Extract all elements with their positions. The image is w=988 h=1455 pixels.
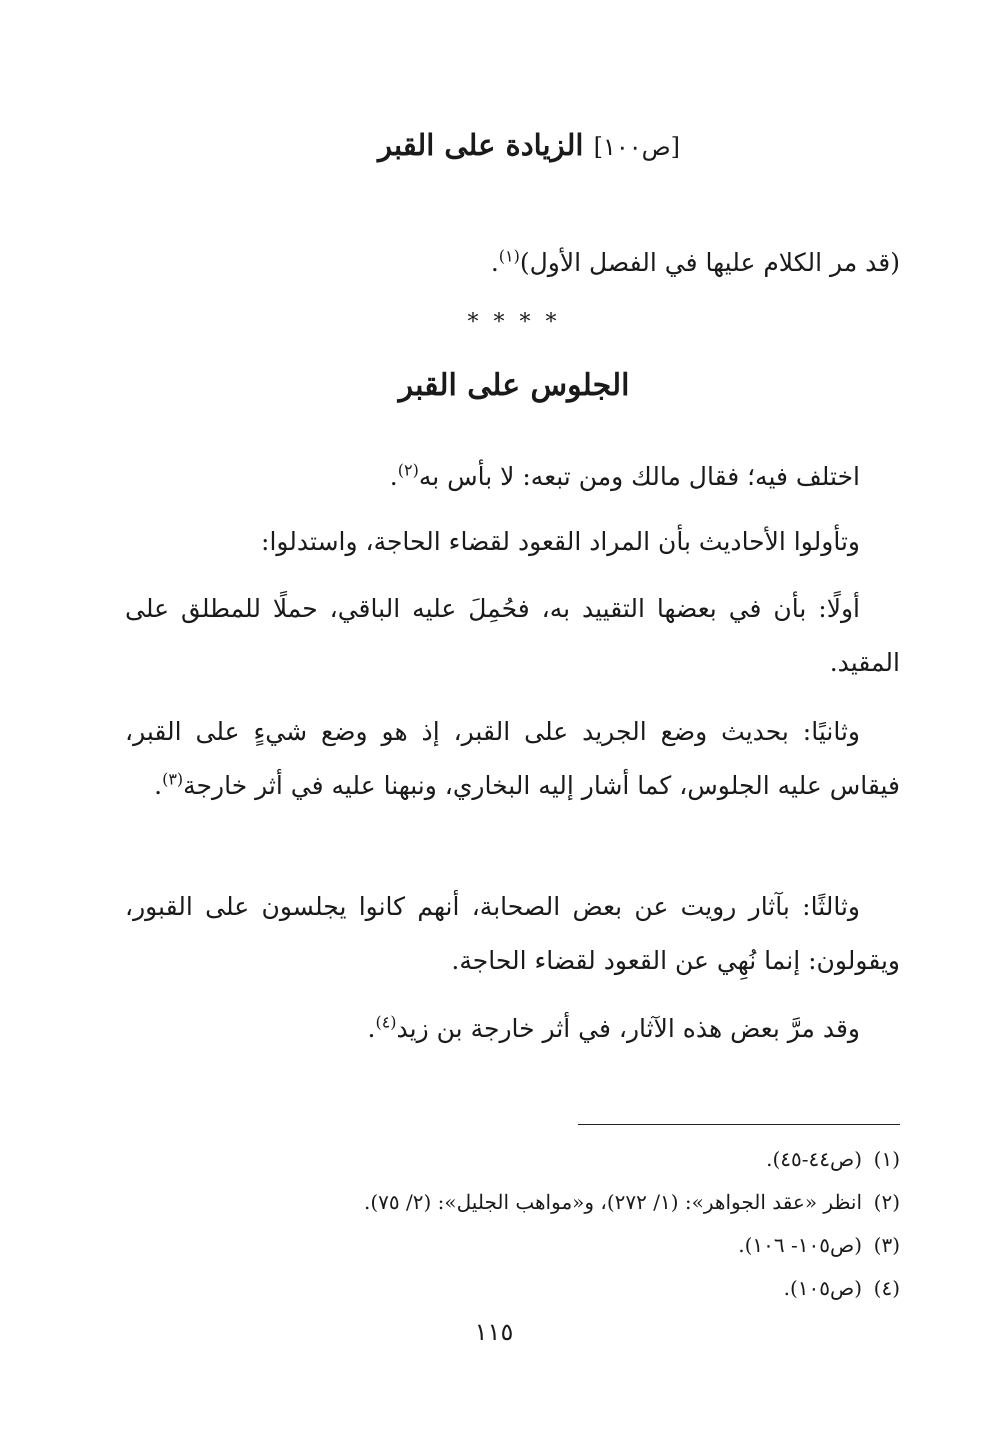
footnote-marker: (٢) <box>397 460 419 480</box>
paragraph-text: وثانيًا: بحديث وضع الجريد على القبر، إذ هو وضع شيءٍ على القبر، فيقاس عليه الجلوس، كما أشار إليه البخاري، ونبهنا عليه في أثر خارجة <box>125 717 900 800</box>
paragraph-text: وقد مرَّ بعض هذه الآثار، في أثر خارجة بن زيد <box>396 1014 860 1043</box>
page-reference: [ص١٠٠] <box>593 133 681 161</box>
separator: * * * * <box>467 310 561 335</box>
page-number: ١١٥ <box>474 1318 514 1346</box>
footnote <box>125 1138 900 1181</box>
footnote-text: (ص٤٤-٤٥). <box>766 1147 862 1171</box>
paragraph <box>125 515 900 569</box>
paragraph-text: اختلف فيه؛ فقال مالك ومن تبعه: لا بأس به <box>418 462 860 491</box>
footnote <box>125 1181 900 1224</box>
punctuation: . <box>154 771 163 800</box>
paragraph-text: (قد مر الكلام عليها في الفصل الأول) <box>519 248 900 277</box>
footnote-marker: (٤) <box>375 1012 397 1032</box>
section-heading-sitting-on-grave: الجلوس على القبر <box>398 368 630 403</box>
footnote-number: (٤) <box>873 1276 900 1300</box>
footnote-text: انظر «عقد الجواهر»: (١/ ٢٧٢)، و«مواهب الجليل»: (٢/ ٧٥). <box>364 1190 862 1214</box>
footnote-number: (١) <box>873 1147 900 1171</box>
footnote-divider <box>578 1124 900 1125</box>
paragraph-text: وتأولوا الأحاديث بأن المراد القعود لقضاء الحاجة، واستدلوا: <box>261 527 860 556</box>
paragraph <box>125 450 900 504</box>
punctuation: . <box>490 248 499 277</box>
paragraph <box>125 236 900 290</box>
section-heading-addition-on-grave <box>0 128 988 162</box>
footnote-marker: (٣) <box>162 769 184 789</box>
footnote-text: (ص١٠٥- ١٠٦). <box>738 1233 862 1257</box>
footnote <box>125 1267 900 1310</box>
footnote-text: (ص١٠٥). <box>783 1276 862 1300</box>
footnote <box>125 1224 900 1267</box>
footnotes <box>125 1138 900 1310</box>
paragraph <box>125 1002 900 1056</box>
punctuation: . <box>367 1014 376 1043</box>
footnote-marker: (١) <box>498 246 520 266</box>
section-title: الزيادة على القبر <box>377 128 584 162</box>
paragraph <box>125 880 900 988</box>
footnote-number: (٣) <box>873 1233 900 1257</box>
punctuation: . <box>389 462 398 491</box>
paragraph <box>125 582 900 690</box>
paragraph-text: وثالثًا: بآثار رويت عن بعض الصحابة، أنهم كانوا يجلسون على القبور، ويقولون: إنما نُهِي عن القعود لقضاء الحاجة. <box>125 892 900 975</box>
footnote-number: (٢) <box>873 1190 900 1214</box>
paragraph <box>125 705 900 813</box>
paragraph-text: أولًا: بأن في بعضها التقييد به، فحُمِلَ عليه الباقي، حملًا للمطلق على المقيد. <box>125 594 900 677</box>
